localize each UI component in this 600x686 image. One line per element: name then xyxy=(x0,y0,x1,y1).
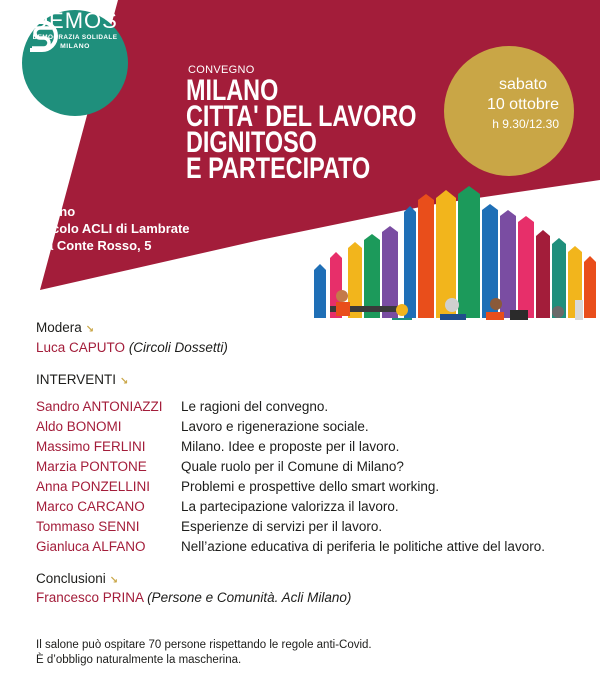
banner xyxy=(0,0,600,320)
venue-line: Circolo ACLI di Lambrate xyxy=(34,221,190,236)
date-time: h 9.30/12.30 xyxy=(492,117,559,131)
interventi-heading xyxy=(36,372,128,387)
speaker-name: Massimo FERLINI xyxy=(36,439,146,454)
modera-heading xyxy=(36,320,94,335)
event-label: CONVEGNO xyxy=(188,64,255,76)
ds-monogram-icon xyxy=(22,18,62,54)
moderator xyxy=(36,340,228,355)
moderator-name: Luca CAPUTO xyxy=(36,340,126,355)
conclusioni-name: Francesco PRINA xyxy=(36,590,144,605)
capacity-note xyxy=(36,638,372,667)
arrow-down-right-icon: ↘ xyxy=(85,324,95,335)
venue xyxy=(34,203,190,254)
event-title-line: DIGNITOSO xyxy=(186,126,317,159)
venue-line: Milano xyxy=(34,204,76,219)
speaker-name: Tommaso SENNI xyxy=(36,519,140,534)
logo-word: DEMOS xyxy=(32,8,118,33)
speaker-name: Sandro ANTONIAZZI xyxy=(36,399,163,414)
moderator-affiliation: (Circoli Dossetti) xyxy=(128,340,228,355)
speaker-name: Gianluca ALFANO xyxy=(36,539,146,554)
speaker-topic: Lavoro e rigenerazione sociale. xyxy=(181,419,369,434)
speaker-topic: Esperienze di servizi per il lavoro. xyxy=(181,519,383,534)
arrow-down-right-icon: ↘ xyxy=(109,575,119,586)
conclusioni-affiliation: (Persone e Comunità. Acli Milano) xyxy=(147,590,352,605)
speaker-topic: Le ragioni del convegno. xyxy=(181,399,329,414)
speaker-name: Anna PONZELLINI xyxy=(36,479,151,494)
note-line: È d’obbligo naturalmente la mascherina. xyxy=(36,653,242,666)
speaker-topic: Problemi e prospettive dello smart working. xyxy=(181,479,440,494)
speaker-name: Marco CARCANO xyxy=(36,499,145,514)
arrow-down-right-icon: ↘ xyxy=(120,376,129,387)
speaker-name: Aldo BONOMI xyxy=(36,419,122,434)
demos-logo xyxy=(22,10,128,116)
event-title-line: CITTA' DEL LAVORO xyxy=(186,100,417,133)
speaker-topic: La partecipazione valorizza il lavoro. xyxy=(181,499,399,514)
speaker-topic: Nell’azione educativa di periferia le politiche attive del lavoro. xyxy=(181,539,545,554)
event-title-line: E PARTECIPATO xyxy=(186,152,371,185)
interventi-heading-text: INTERVENTI xyxy=(36,372,117,387)
event-title-line: MILANO xyxy=(186,74,279,107)
speaker-topic: Milano. Idee e proposte per il lavoro. xyxy=(181,439,400,454)
speaker-topic: Quale ruolo per il Comune di Milano? xyxy=(181,459,404,474)
conclusioni-heading-text: Conclusioni xyxy=(36,571,106,586)
modera-heading-text: Modera xyxy=(36,320,82,335)
event-title xyxy=(186,74,417,185)
conclusioni-heading xyxy=(36,571,118,586)
date-badge xyxy=(444,46,574,176)
logo-city: MILANO xyxy=(60,43,90,50)
logo-subtitle: DEMOCRAZIA SOLIDALE xyxy=(32,34,118,41)
date-day: sabato xyxy=(498,76,547,93)
date-date: 10 ottobre xyxy=(486,96,559,113)
venue-line: Via Conte Rosso, 5 xyxy=(34,238,152,253)
note-line: Il salone può ospitare 70 persone rispettando le regole anti-Covid. xyxy=(36,639,372,651)
speaker-name: Marzia PONTONE xyxy=(36,459,147,474)
conclusioni-speaker xyxy=(36,590,351,605)
